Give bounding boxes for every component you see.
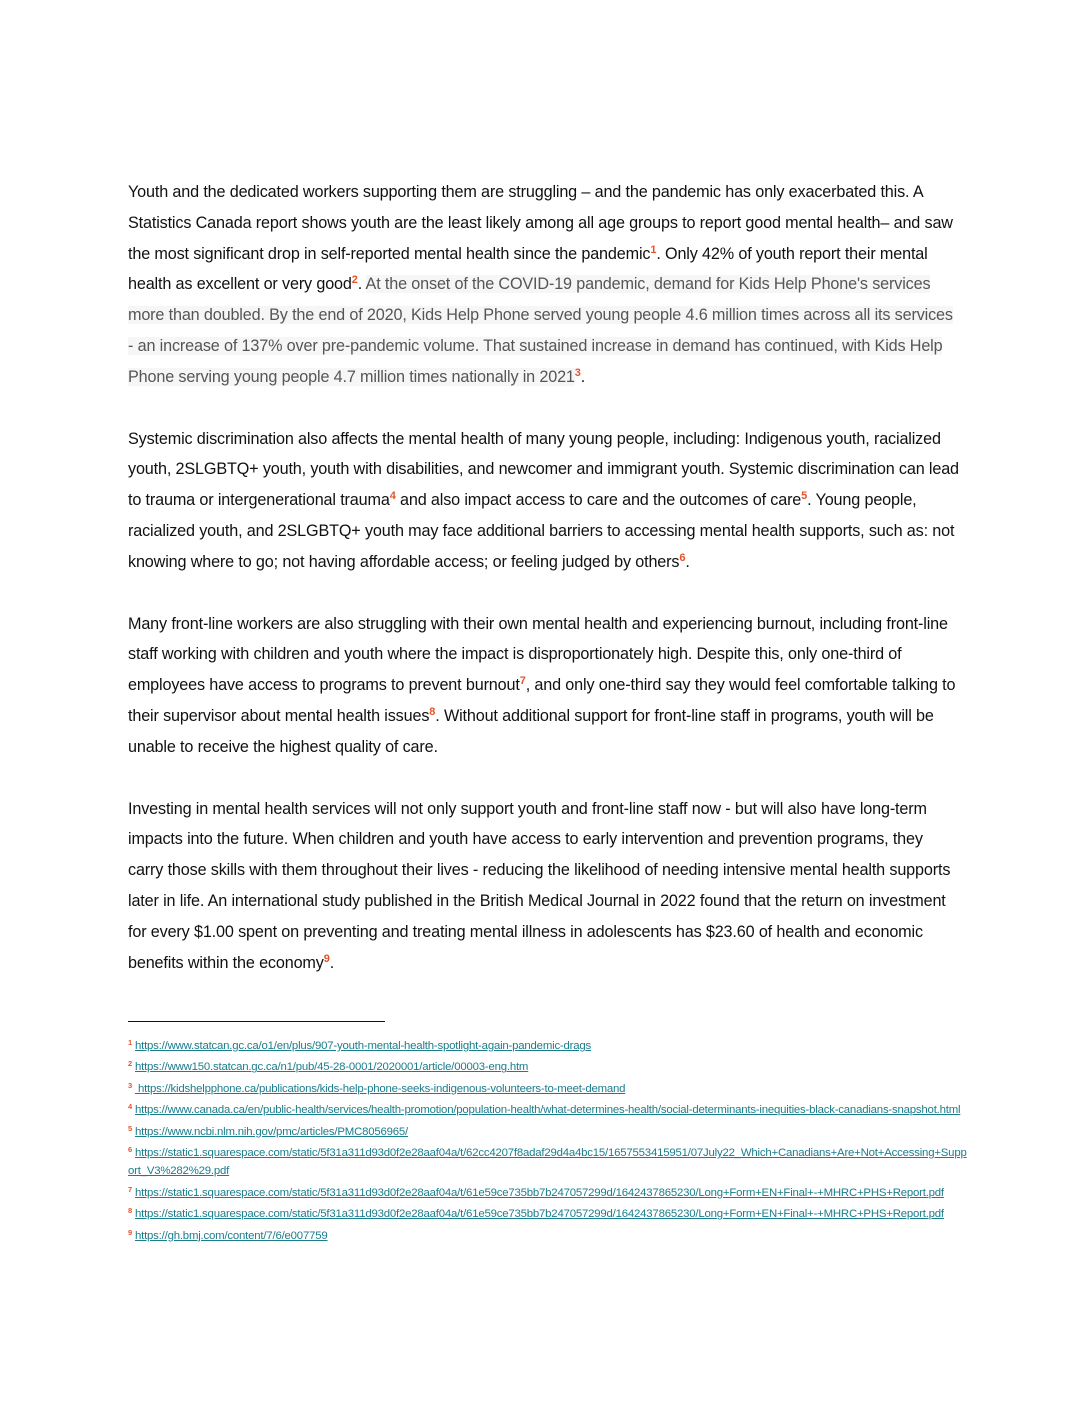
footnote-marker[interactable]: 8 [429, 705, 436, 718]
text-run: Systemic discrimination also affects the mental health of many young people, including: Indigenous youth, racialized youth, 2SLGBTQ+ youth, youth with disabilities, and newcomer and immigrant youth. Systemic discrimination can lead to trauma or intergenerational trauma [128, 429, 959, 510]
footnote-marker[interactable]: 2 [351, 274, 358, 287]
text-run: , and only one-third say they would feel comfortable talking to their supervisor about mental health issues [128, 676, 956, 725]
footnote-number: 9 [128, 1227, 132, 1237]
text-run: . [329, 953, 335, 972]
footnote-link[interactable]: https://kidshelpphone.ca/publications/kids-help-phone-seeks-indigenous-volunteers-to-meet-demand [134, 1082, 626, 1095]
footnote-item [128, 1034, 968, 1055]
footnote-item [128, 1181, 968, 1202]
footnote-number: 7 [128, 1184, 132, 1194]
paragraph-1 [128, 177, 962, 393]
footnote-divider [128, 1021, 385, 1022]
footnote-link[interactable]: https://www.statcan.gc.ca/o1/en/plus/907-youth-mental-health-spotlight-again-pandemic-drags [134, 1040, 592, 1052]
text-run: . Without additional support for front-line staff in programs, youth will be unable to receive the highest quality of care. [128, 706, 934, 756]
body-text [128, 177, 962, 1009]
highlighted-text: At the onset of the COVID-19 pandemic, demand for Kids Help Phone's services more than doubled. By the end of 2020, Kids Help Phone served young people 4.6 million times across all its services - an increase of 137% over pre-pandemic volume. That sustained increase in demand has continued, with Kids Help Phone serving young people 4.7 million times nationally in 2021 [128, 275, 953, 386]
footnote-item [128, 1120, 968, 1141]
footnote-marker[interactable]: 3 [574, 366, 581, 379]
paragraph-4 [128, 794, 962, 979]
text-run: Youth and the dedicated workers supporting them are struggling – and the pandemic has only exacerbated this. A Statistics Canada report shows youth are the least likely among all age groups to report good mental health– and saw the most significant drop in self-reported mental health since the pandemic [128, 183, 953, 263]
footnote-marker[interactable]: 7 [519, 675, 526, 688]
text-run: . [357, 275, 366, 294]
footnote-link[interactable]: https://www.canada.ca/en/public-health/services/health-promotion/population-health/what-determines-health/social-determinants-inequities-black-canadians-snapshot.html [134, 1104, 961, 1117]
text-run: and also impact access to care and the outcomes of care [395, 491, 802, 510]
footnote-number: 1 [128, 1038, 132, 1047]
footnote-number: 4 [128, 1102, 132, 1112]
footnote-link[interactable]: https://static1.squarespace.com/static/5f31a311d93d0f2e28aaf04a/t/61e59ce735bb7b247057299d/1642437865230/Long+Form+EN+Final+-+MHRC+PHS+Report.pdf [134, 1208, 944, 1221]
footnote-number: 3 [128, 1080, 132, 1090]
footnote-number: 2 [128, 1059, 132, 1069]
footnote-marker[interactable]: 5 [801, 490, 808, 503]
text-run: . Only 42% of youth report their mental health as excellent or very good [128, 244, 928, 294]
paragraph-2 [128, 424, 962, 578]
footnote-item [128, 1224, 968, 1245]
footnote-item [128, 1055, 968, 1076]
footnote-link[interactable]: https://www150.statcan.gc.ca/n1/pub/45-28-0001/2020001/article/00003-eng.htm [134, 1061, 529, 1074]
footnote-marker[interactable]: 9 [323, 952, 330, 965]
footnote-item [128, 1098, 968, 1119]
footnote-marker[interactable]: 4 [389, 490, 396, 503]
footnotes-list [128, 1034, 968, 1245]
footnote-link[interactable]: https://www.ncbi.nlm.nih.gov/pmc/articles/PMC8056965/ [134, 1125, 409, 1138]
text-run: . [685, 552, 690, 571]
footnote-number: 5 [128, 1123, 132, 1133]
footnote-number: 8 [128, 1206, 132, 1216]
footnote-link[interactable]: https://static1.squarespace.com/static/5f31a311d93d0f2e28aaf04a/t/62cc4207f8adaf29d4a4bc15/1657553415951/07July22_Which+Canadians+Are+Not+Accessing+Support_V3%282%29.pdf [128, 1147, 967, 1178]
footnote-item [128, 1202, 968, 1223]
footnote-marker[interactable]: 6 [679, 551, 686, 564]
text-run: Many front-line workers are also struggling with their own mental health and experiencing burnout, including front-line staff working with children and youth where the impact is disproportionately high. Despite this, only one-third of employees have access to programs to prevent burnout [128, 614, 948, 695]
footnote-marker[interactable]: 1 [650, 243, 657, 256]
footnote-number: 6 [128, 1145, 132, 1155]
text-run: . [580, 367, 586, 386]
paragraph-3 [128, 609, 962, 763]
footnote-item [128, 1077, 968, 1098]
text-run: Investing in mental health services will not only support youth and front-line staff now - but will also have long-term impacts into the future. When children and youth have access to early intervention and prevention programs, they carry those skills with them throughout their lives - reducing the likelihood of needing intensive mental health supports later in life. An international study published in the British Medical Journal in 2022 found that the return on investment for every $1.00 spent on preventing and treating mental illness in adolescents has $23.60 of health and economic benefits within the economy [128, 799, 951, 972]
text-run: . Young people, racialized youth, and 2SLGBTQ+ youth may face additional barriers to accessing mental health supports, such as: not knowing where to go; not having affordable access; or feeling judged by others [128, 491, 955, 571]
footnote-item [128, 1141, 968, 1181]
footnote-link[interactable]: https://static1.squarespace.com/static/5f31a311d93d0f2e28aaf04a/t/61e59ce735bb7b247057299d/1642437865230/Long+Form+EN+Final+-+MHRC+PHS+Report.pdf [134, 1186, 944, 1199]
footnote-link[interactable]: https://gh.bmj.com/content/7/6/e007759 [134, 1229, 328, 1242]
